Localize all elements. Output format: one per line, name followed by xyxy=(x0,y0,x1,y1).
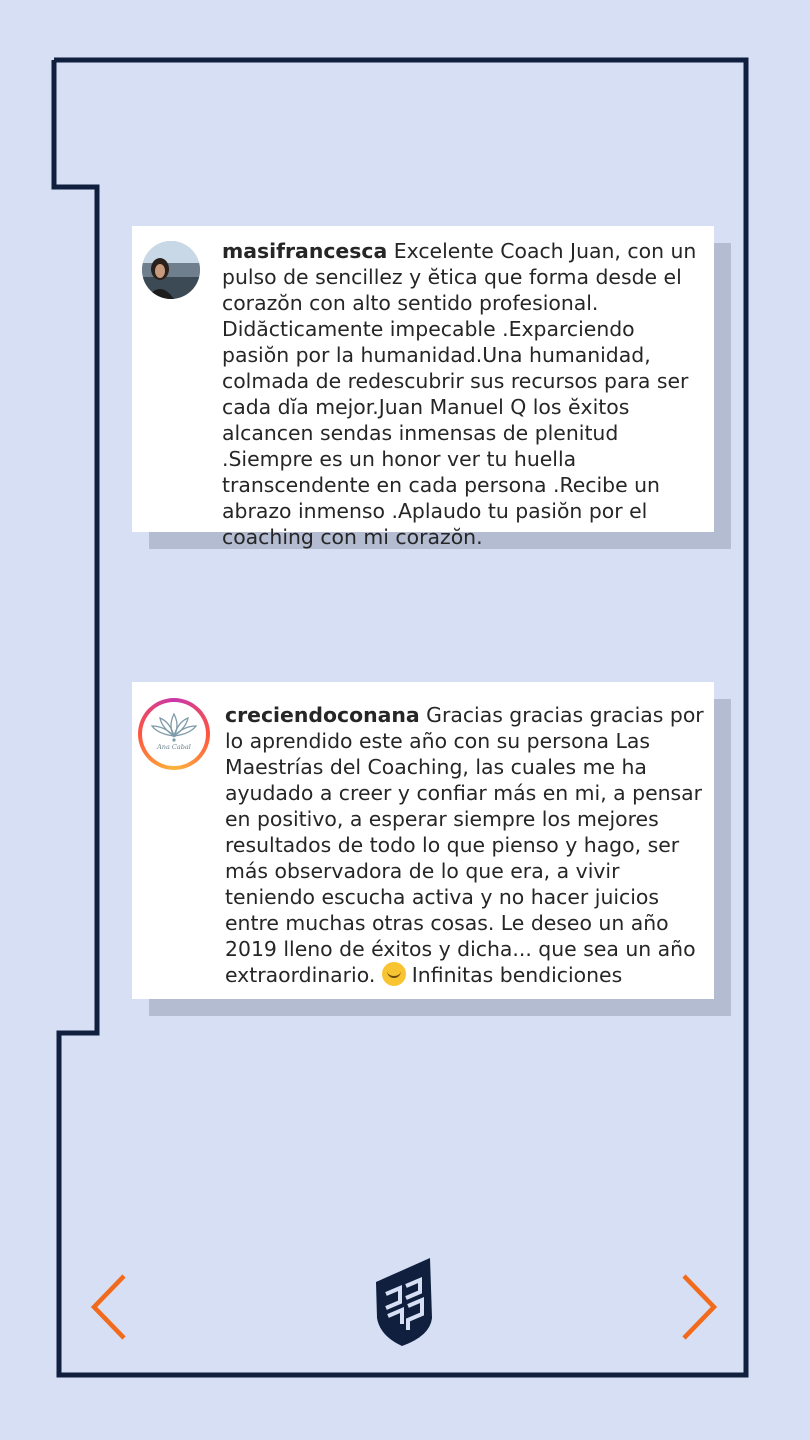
comment-username[interactable]: masifrancesca xyxy=(222,239,388,263)
hugging-face-icon xyxy=(382,962,406,986)
shield-logo-icon xyxy=(372,1256,438,1348)
testimonial-card-1 xyxy=(132,226,714,549)
user-avatar[interactable] xyxy=(138,698,210,770)
next-button[interactable] xyxy=(676,1272,722,1342)
comment-body: Gracias gracias gracias por lo aprendido este año con su persona Las Maestrías del Coaching, las cuales me ha ayudado a creer y confiar más en mi, a pensar en positivo, a esperar siempre los mejores resultados de todo lo que pienso y hago, ser más observadora de lo que era, a vivir teniendo escucha activa y no hacer juicios entre muchas otras cosas. Le deseo un año 2019 lleno de éxitos y dicha... que sea un año extraordinario. xyxy=(225,703,704,987)
testimonial-card-2 xyxy=(132,682,714,999)
chevron-left-icon xyxy=(86,1272,132,1342)
comment-text xyxy=(222,238,702,550)
chevron-right-icon xyxy=(676,1272,722,1342)
comment-username[interactable]: creciendoconana xyxy=(225,703,420,727)
comment-body: Excelente Coach Juan, con un pulso de sencillez y ĕtica que forma desde el corazŏn con alto sentido profesional. Didăcticamente impecable .Exparciendo pasiŏn por la humanidad.Una humanidad, colmada de redescubrir sus recursos para ser cada dĭa mejor.Juan Manuel Q los ĕxitos alcancen sendas inmensas de plenitud .Siempre es un honor ver tu huella transcendente en cada persona .Recibe un abrazo inmenso .Aplaudo tu pasiŏn por el coaching con mi corazŏn. xyxy=(222,239,697,549)
previous-button[interactable] xyxy=(86,1272,132,1342)
avatar-logo-text: Ana Cabal xyxy=(157,743,191,751)
comment-body-end: Infinitas bendiciones xyxy=(411,963,623,987)
user-avatar[interactable] xyxy=(142,241,200,299)
comment-text xyxy=(225,702,705,988)
